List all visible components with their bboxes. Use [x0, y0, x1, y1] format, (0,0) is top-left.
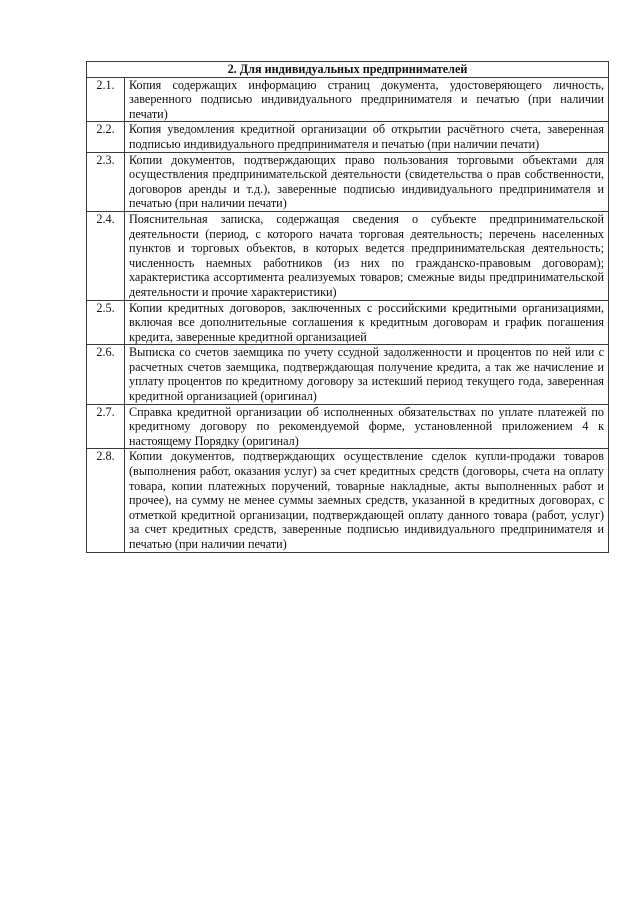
- row-number: 2.3.: [87, 152, 125, 211]
- row-text: Пояснительная записка, содержащая сведения о субъекте предпринимательской деятельности (период, с которого начата торговая деятельность; перечень населенных пунктов и торговых объектов, в которых ведется предпринимательская деятельность; численность наемных работников (из них по гражданско-правовым договорам); характеристика ассортимента реализуемых товаров; смежные виды предпринимательской деятельности и прочие характеристики): [125, 211, 609, 300]
- table-row: [87, 345, 609, 404]
- table-row: [87, 211, 609, 300]
- row-text: Копия уведомления кредитной организации об открытии расчётного счета, заверенная подписью индивидуального предпринимателя и печатью (при наличии печати): [125, 122, 609, 152]
- row-number: 2.7.: [87, 404, 125, 449]
- row-number: 2.6.: [87, 345, 125, 404]
- row-number: 2.1.: [87, 77, 125, 122]
- table-row: [87, 300, 609, 345]
- section-title: 2. Для индивидуальных предпринимателей: [87, 62, 609, 78]
- row-text: Копии документов, подтверждающих право пользования торговыми объектами для осуществления предпринимательской деятельности (свидетельства о прав собственности, договоров аренды и т.д.), заверенные подписью индивидуального предпринимателя и печатью (при наличии печати): [125, 152, 609, 211]
- table-row: [87, 122, 609, 152]
- row-number: 2.5.: [87, 300, 125, 345]
- row-number: 2.2.: [87, 122, 125, 152]
- table-row: [87, 404, 609, 449]
- section-header-row: [87, 62, 609, 78]
- row-text: Копия содержащих информацию страниц документа, удостоверяющего личность, заверенного подписью индивидуального предпринимателя и печатью (при наличии печати): [125, 77, 609, 122]
- row-number: 2.8.: [87, 449, 125, 552]
- table-row: [87, 152, 609, 211]
- row-text: Копии документов, подтверждающих осуществление сделок купли-продажи товаров (выполнения работ, оказания услуг) за счет кредитных средств (договоры, счета на оплату товара, копии платежных поручений, товарные накладные, акты выполненных работ и прочее), на сумму не менее суммы заемных средств, указанной в кредитных договорах, с отметкой кредитной организации, подтверждающей оплату данного товара (работ, услуг) за счет кредитных средств, заверенные подписью индивидуального предпринимателя и печатью (при наличии печати): [125, 449, 609, 552]
- requirements-table: [86, 61, 609, 553]
- table-row: [87, 449, 609, 552]
- row-text: Копии кредитных договоров, заключенных с российскими кредитными организациями, включая все дополнительные соглашения к кредитным договорам и график погашения кредита, заверенные кредитной организацией: [125, 300, 609, 345]
- document-page: [86, 61, 608, 553]
- row-text: Выписка со счетов заемщика по учету ссудной задолженности и процентов по ней или с расчетных счетов заемщика, подтверждающая получение кредита, а так же начисление и уплату процентов по кредитному договору за истекший период текущего года, заверенная кредитной организацией (оригинал): [125, 345, 609, 404]
- row-text: Справка кредитной организации об исполненных обязательствах по уплате платежей по кредитному договору по рекомендуемой форме, установленной приложением 4 к настоящему Порядку (оригинал): [125, 404, 609, 449]
- table-row: [87, 77, 609, 122]
- row-number: 2.4.: [87, 211, 125, 300]
